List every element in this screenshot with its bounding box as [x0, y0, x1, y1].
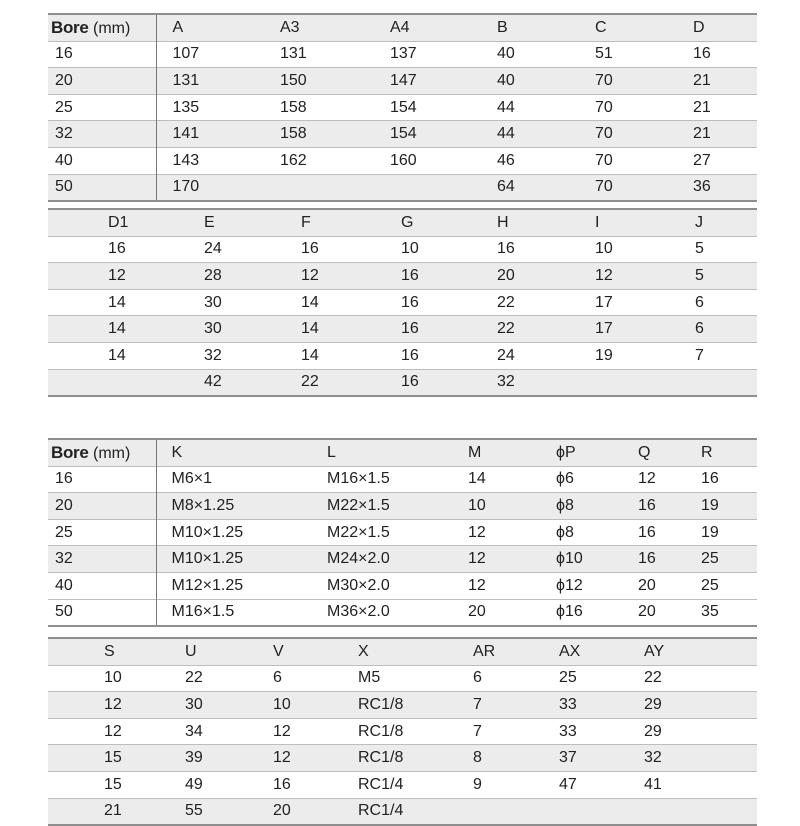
table-cell: 30: [204, 293, 222, 311]
table-cell: 22: [644, 669, 662, 687]
table-cell: 70: [595, 151, 613, 169]
table-cell: 51: [595, 45, 613, 63]
table-cell: 16: [401, 346, 419, 364]
table-cell: [378, 174, 485, 201]
column-header: F: [301, 209, 401, 236]
table-cell: 21: [681, 68, 757, 95]
table-cell: 22: [185, 669, 203, 687]
table-cell: 158: [280, 98, 307, 116]
table-row: [48, 718, 757, 745]
column-header: G: [401, 209, 497, 236]
table-cell: [644, 798, 757, 825]
column-header: AY: [644, 638, 757, 665]
table-cell: 19: [693, 493, 757, 520]
table-cell: 21: [681, 121, 757, 148]
column-header: D1: [48, 209, 204, 236]
table-cell: [595, 369, 695, 396]
table-cell: 10: [401, 240, 419, 258]
table-row: [48, 94, 757, 121]
table-cell: 19: [595, 346, 613, 364]
table-cell: M30×2.0: [327, 576, 390, 594]
column-header: AR: [473, 638, 559, 665]
table-cell: RC1/8: [358, 745, 473, 772]
table-cell: 12: [458, 546, 546, 573]
table-cell: 14: [108, 293, 126, 311]
table-cell: ϕ6: [556, 470, 574, 488]
column-header: V: [273, 638, 358, 665]
table-cell: 22: [497, 293, 515, 311]
table-cell: [559, 798, 644, 825]
table-row: [48, 41, 757, 68]
table-row: [48, 121, 757, 148]
table-cell: 16: [701, 470, 719, 488]
table-cell: 158: [267, 121, 378, 148]
table-cell: 12: [468, 523, 486, 541]
table-cell: 16: [401, 263, 497, 290]
table-cell: 33: [559, 722, 577, 740]
table-cell: ϕ8: [546, 493, 628, 520]
table-cell: 12: [48, 263, 204, 290]
column-header: E: [204, 209, 301, 236]
table-cell: 29: [644, 722, 662, 740]
table-cell: 6: [695, 293, 704, 311]
table-cell: 6: [695, 316, 757, 343]
table-cell: 25: [701, 576, 719, 594]
table-cell: 40: [485, 68, 584, 95]
table-cell: [267, 174, 378, 201]
table-cell: M22×1.5: [312, 493, 458, 520]
bore-cell: 32: [48, 121, 156, 148]
table-cell: 12: [273, 722, 291, 740]
table-cell: 12: [638, 470, 656, 488]
table-cell: RC1/8: [358, 692, 473, 719]
table-cell: 33: [559, 692, 644, 719]
table-cell: 16: [401, 293, 419, 311]
table-cell: 12: [301, 263, 401, 290]
column-header: S: [48, 638, 185, 665]
table-cell: 141: [156, 121, 267, 148]
table-row: [48, 236, 757, 263]
table-cell: 7: [473, 722, 482, 740]
table-cell: 16: [401, 316, 497, 343]
table-cell: 5: [695, 240, 704, 258]
table-cell: M36×2.0: [327, 603, 390, 621]
table-cell: 6: [473, 669, 482, 687]
table-header-row: [48, 439, 757, 466]
table-cell: 12: [273, 745, 358, 772]
table-cell: 14: [468, 470, 486, 488]
table-row: [48, 369, 757, 396]
table-cell: 10: [104, 669, 122, 687]
table-cell: 70: [595, 98, 613, 116]
table-cell: 32: [204, 346, 222, 364]
table-cell: 32: [644, 745, 757, 772]
table-cell: 14: [48, 316, 204, 343]
bore-header: [48, 14, 156, 41]
table-header-row: [48, 14, 757, 41]
table-cell: 16: [693, 45, 711, 63]
bore-cell: 50: [48, 599, 156, 626]
table-cell: RC1/8: [358, 722, 404, 740]
table-cell: [473, 798, 559, 825]
bore-unit: (mm): [93, 19, 131, 37]
table-cell: 15: [104, 775, 122, 793]
bore-cell: 40: [48, 572, 156, 599]
table-row: [48, 174, 757, 201]
bore-header: [48, 439, 156, 466]
table-cell: 16: [301, 240, 319, 258]
dimension-table-k-r: [48, 438, 757, 627]
table-cell: 137: [390, 45, 417, 63]
table-cell: 21: [693, 98, 711, 116]
table-cell: 16: [497, 240, 515, 258]
column-header: A: [156, 14, 267, 41]
table-cell: 37: [559, 745, 644, 772]
column-header: L: [312, 439, 458, 466]
table-cell: 46: [497, 151, 515, 169]
table-cell: 107: [172, 45, 200, 63]
table-cell: RC1/4: [358, 798, 473, 825]
table-cell: 30: [185, 692, 273, 719]
bore-label: Bore: [51, 442, 89, 462]
table-cell: 6: [273, 669, 282, 687]
table-row: [48, 316, 757, 343]
table-cell: 16: [108, 240, 126, 258]
bore-label: Bore: [51, 17, 89, 37]
bore-cell: 20: [48, 68, 156, 95]
table-cell: M10×1.25: [156, 546, 312, 573]
table-cell: 17: [595, 293, 613, 311]
table-cell: 131: [156, 68, 267, 95]
table-row: [48, 289, 757, 316]
table-cell: 7: [473, 692, 559, 719]
table-cell: 14: [108, 346, 126, 364]
table-cell: 22: [497, 316, 595, 343]
table-cell: 24: [204, 240, 222, 258]
dimension-table-a-d: [48, 13, 757, 202]
table-cell: 47: [559, 775, 577, 793]
table-row: [48, 493, 757, 520]
table-cell: 5: [695, 263, 757, 290]
table-cell: 55: [185, 798, 273, 825]
table-cell: 20: [497, 263, 595, 290]
table-cell: M8×1.25: [156, 493, 312, 520]
bore-unit: (mm): [93, 444, 131, 462]
column-header: I: [595, 209, 695, 236]
table-cell: 64: [485, 174, 584, 201]
column-header: K: [156, 439, 312, 466]
table-cell: 12: [468, 576, 486, 594]
table-cell: 39: [185, 745, 273, 772]
column-header: C: [584, 14, 681, 41]
table-row: [48, 599, 757, 626]
table-cell: 44: [485, 121, 584, 148]
table-cell: 7: [695, 346, 704, 364]
table-row: [48, 466, 757, 493]
table-cell: 12: [48, 692, 185, 719]
table-row: [48, 572, 757, 599]
table-header-row: [48, 638, 757, 665]
column-header: B: [485, 14, 584, 41]
table-cell: 14: [301, 346, 319, 364]
table-cell: 135: [172, 98, 200, 116]
table-cell: 70: [584, 174, 681, 201]
table-cell: 34: [185, 722, 203, 740]
table-cell: 154: [390, 98, 417, 116]
table-cell: ϕ8: [556, 523, 574, 541]
column-header: X: [358, 638, 473, 665]
table-cell: 24: [497, 346, 515, 364]
table-cell: M5: [358, 669, 381, 687]
table-cell: 9: [473, 775, 482, 793]
table-cell: 42: [204, 369, 301, 396]
table-cell: [695, 369, 757, 396]
table-cell: 44: [497, 98, 515, 116]
table-cell: 170: [156, 174, 267, 201]
table-cell: M24×2.0: [312, 546, 458, 573]
table-cell: 27: [693, 151, 711, 169]
table-cell: 160: [390, 151, 417, 169]
table-cell: ϕ12: [556, 576, 583, 594]
table-cell: 25: [559, 669, 577, 687]
table-cell: M16×1.5: [171, 603, 235, 621]
table-row: [48, 692, 757, 719]
table-cell: ϕ10: [546, 546, 628, 573]
table-cell: 49: [185, 775, 203, 793]
table-cell: M10×1.25: [171, 523, 244, 541]
table-row: [48, 68, 757, 95]
table-cell: 147: [378, 68, 485, 95]
column-header: A3: [267, 14, 378, 41]
table-cell: 29: [644, 692, 757, 719]
bore-cell: 50: [48, 174, 156, 201]
table-cell: 12: [595, 263, 695, 290]
table-cell: 8: [473, 745, 559, 772]
table-cell: 19: [701, 523, 719, 541]
table-row: [48, 771, 757, 798]
table-cell: M16×1.5: [327, 470, 390, 488]
bore-cell: 20: [48, 493, 156, 520]
column-header: A4: [378, 14, 485, 41]
table-cell: 154: [378, 121, 485, 148]
table-cell: 30: [204, 316, 301, 343]
table-cell: RC1/4: [358, 775, 404, 793]
bore-cell: 16: [48, 466, 156, 493]
table-cell: M6×1: [171, 470, 212, 488]
table-cell: 35: [701, 603, 719, 621]
table-cell: 20: [638, 603, 656, 621]
table-cell: 22: [301, 369, 401, 396]
column-header: M: [458, 439, 546, 466]
table-cell: 143: [172, 151, 200, 169]
bore-cell: 25: [48, 94, 156, 121]
table-cell: 32: [497, 369, 595, 396]
table-cell: 70: [584, 68, 681, 95]
table-cell: 10: [273, 692, 358, 719]
table-cell: 14: [301, 293, 319, 311]
table-cell: 36: [681, 174, 757, 201]
table-cell: 16: [638, 523, 656, 541]
table-row: [48, 519, 757, 546]
table-cell: ϕ16: [556, 603, 583, 621]
table-cell: 12: [104, 722, 122, 740]
dimension-table-d1-j: [48, 208, 757, 397]
column-header: ϕP: [546, 439, 628, 466]
table-cell: 10: [458, 493, 546, 520]
table-row: [48, 147, 757, 174]
table-cell: 15: [48, 745, 185, 772]
table-cell: 14: [301, 316, 401, 343]
column-header: U: [185, 638, 273, 665]
bore-cell: 16: [48, 41, 156, 68]
column-header: H: [497, 209, 595, 236]
table-cell: 20: [273, 798, 358, 825]
table-cell: 40: [497, 45, 515, 63]
column-header: J: [695, 209, 757, 236]
table-cell: 16: [628, 493, 693, 520]
table-row: [48, 546, 757, 573]
table-cell: 20: [638, 576, 656, 594]
table-row: [48, 263, 757, 290]
column-header: D: [681, 14, 757, 41]
table-cell: 21: [48, 798, 185, 825]
table-cell: 16: [401, 369, 497, 396]
table-cell: [48, 369, 204, 396]
table-cell: 16: [628, 546, 693, 573]
table-cell: M22×1.5: [327, 523, 390, 541]
table-cell: 70: [584, 121, 681, 148]
table-cell: 16: [273, 775, 291, 793]
table-row: [48, 745, 757, 772]
table-cell: 28: [204, 263, 301, 290]
table-cell: 162: [280, 151, 307, 169]
table-row: [48, 798, 757, 825]
column-header: R: [693, 439, 757, 466]
table-row: [48, 342, 757, 369]
table-cell: 25: [693, 546, 757, 573]
table-cell: 131: [280, 45, 307, 63]
bore-cell: 32: [48, 546, 156, 573]
table-cell: 41: [644, 775, 662, 793]
bore-cell: 25: [48, 519, 156, 546]
table-cell: 17: [595, 316, 695, 343]
table-cell: 150: [267, 68, 378, 95]
table-cell: 10: [595, 240, 613, 258]
table-row: [48, 665, 757, 692]
table-cell: M12×1.25: [171, 576, 244, 594]
table-header-row: [48, 209, 757, 236]
dimension-table-s-ay: [48, 637, 757, 826]
table-cell: 20: [468, 603, 486, 621]
column-header: AX: [559, 638, 644, 665]
column-header: Q: [628, 439, 693, 466]
bore-cell: 40: [48, 147, 156, 174]
